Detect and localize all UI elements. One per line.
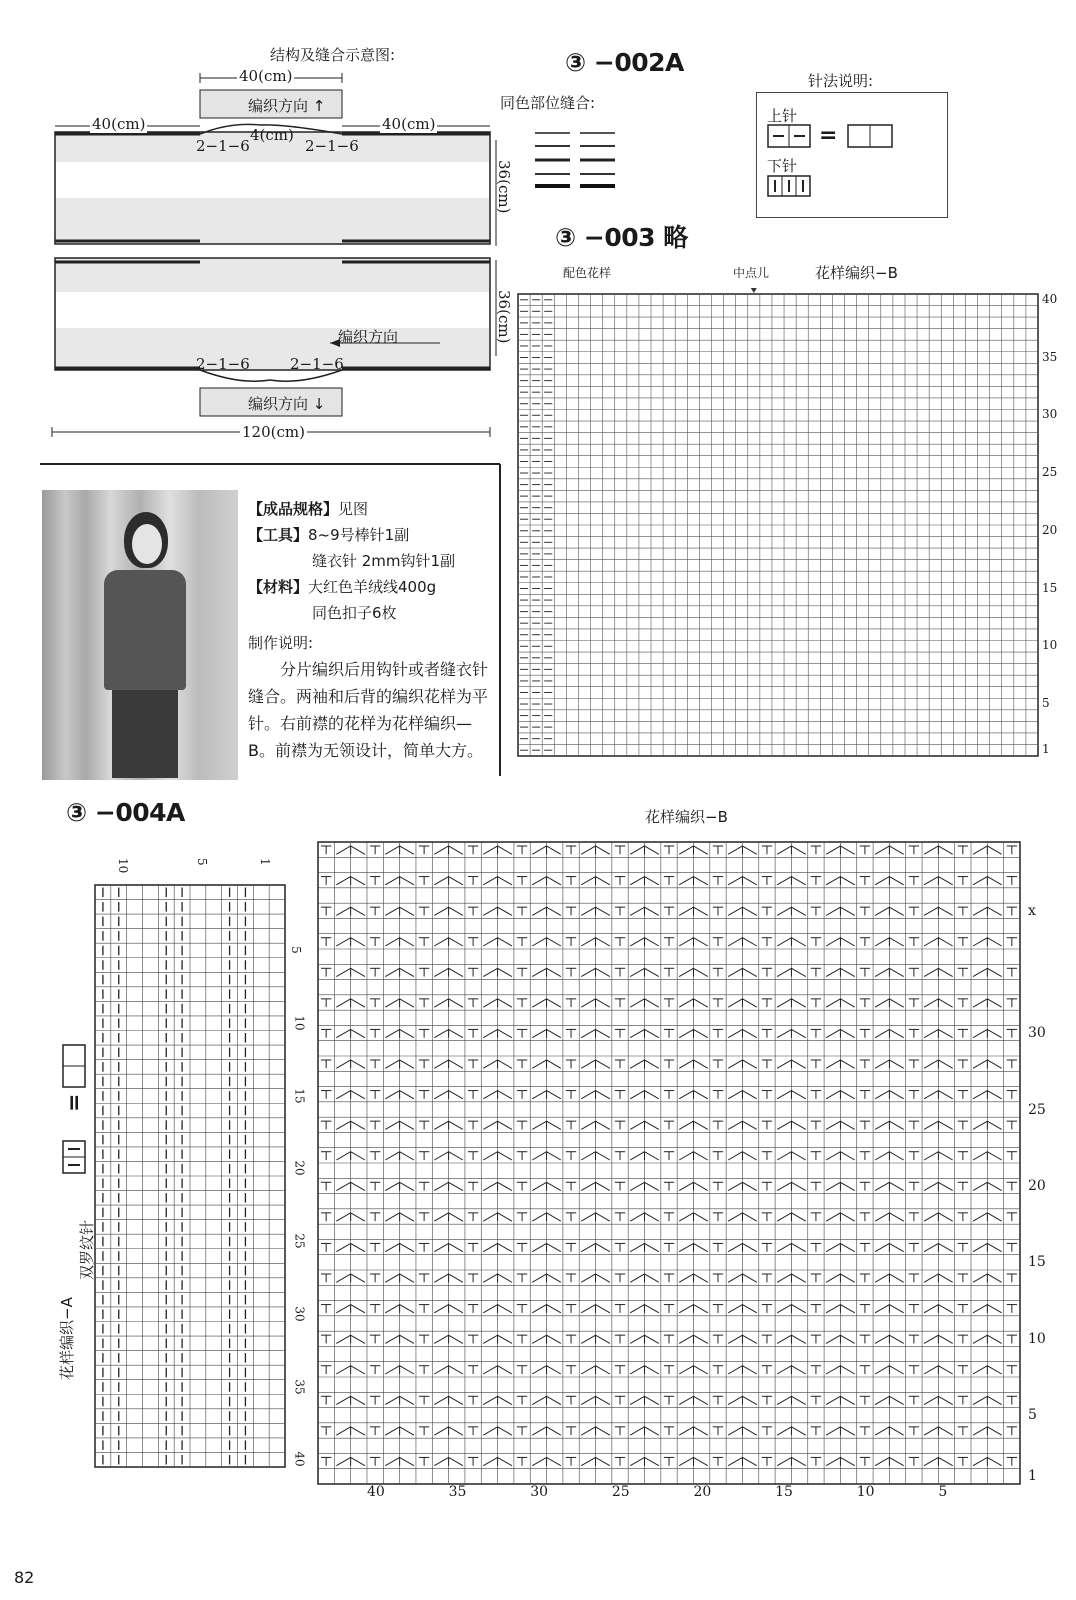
info-block [248,496,496,764]
chart-b-large-row-label: 30 [1028,1025,1046,1042]
tool-key: 【工具】 [248,526,309,544]
photo-cardigan [104,570,186,690]
chart-b-small-row-label: 10 [1042,638,1058,653]
dim-40-left: 40(cm) [92,115,146,133]
chart-b-small-center-label: 中点儿 [733,266,770,280]
chart-b-large-row-label: x [1028,902,1036,919]
empty-cell-icon [847,124,893,148]
chart-a-col-label: 1 [258,858,273,866]
chart-b-large-col-label: 25 [611,1484,630,1500]
spec-key: 【成品规格】 [248,500,339,518]
section-003-code: ③ −003 略 [555,223,688,252]
decrease-tr: 2−1−6 [305,137,359,155]
structure-title: 结构及缝合示意图: [270,46,396,64]
knit-direction-down: 编织方向 ↓ [248,395,326,413]
chart-b-small-grid [518,294,1038,756]
chart-b-large-grid [318,842,1020,1484]
material-val-1: 大红色羊绒线400g [308,578,437,596]
chart-b-large-col-label: 20 [693,1484,712,1500]
page-number: 82 [14,1568,35,1587]
tool-val-1: 8~9号棒针1副 [308,526,410,544]
chart-b-small-row-label: 25 [1042,465,1058,480]
chart-b-small-row-label: 5 [1042,696,1050,711]
arrow-down-icon: ↓ [312,395,326,413]
chart-a-row-label: 5 [288,946,303,955]
legend-title: 针法说明: [808,72,874,90]
section-004a-code: ③ −004A [66,798,185,827]
instructions-title: 制作说明: [248,634,314,652]
dim-4: 4(cm) [250,126,294,144]
chart-b-large-col-label: 15 [775,1484,793,1500]
knit-direction-up: 编织方向 ↑ [248,97,326,115]
chart-b-large-row-label: 15 [1028,1254,1046,1271]
chart-b-small-row-label: 20 [1042,522,1058,537]
chart-a-row-label: 40 [292,1451,307,1468]
photo-jeans [112,690,178,778]
same-color-seam-label: 同色部位缝合: [500,94,596,112]
chart-a-subtitle: 双罗纹针 [78,1219,96,1280]
legend-equals: = [819,123,838,148]
seam-legend-lines [530,128,620,198]
chart-a-row-label: 10 [292,1015,307,1031]
chart-b-large-row-label: 10 [1028,1330,1046,1347]
dim-120: 120(cm) [242,423,305,441]
purl-label: 下针 [767,157,798,175]
instructions-body: 分片编织后用钩针或者缝衣针缝合。两袖和后背的编织花样为平针。右前襟的花样为花样编织—B。前襟为无领设计，简单大方。 [248,660,489,760]
chart-b-large-row-label: 25 [1028,1101,1046,1118]
chart-a-row-label: 15 [292,1088,307,1104]
chart-b-small-row-label: 1 [1042,742,1050,757]
chart-a-legend-equals: = [62,1093,87,1112]
purl-symbol-icon [767,175,811,197]
dim-40-right: 40(cm) [382,115,436,133]
chart-a-row-label: 35 [292,1379,307,1395]
spec-val: 见图 [338,500,369,518]
chart-b-small-color-label: 配色花样 [563,266,612,280]
material-val-2: 同色扣子6枚 [312,604,397,622]
chart-b-large-row-label: 1 [1028,1468,1037,1485]
chart-b-large-col-label: 10 [856,1484,875,1500]
chart-b-large-row-label: 20 [1028,1177,1046,1194]
arrow-up-icon: ↑ [312,97,326,115]
chart-b-large-col-label: 40 [366,1484,385,1500]
model-photo [42,490,238,780]
chart-a-row-label: 25 [292,1233,307,1249]
chart-a-row-label: 20 [292,1160,307,1177]
chart-a-col-label: 5 [194,858,209,866]
dim-36-top: 36(cm) [495,160,513,214]
chart-b-small-row-label: 40 [1042,291,1058,306]
chart-a-legend-empty-icon [62,1044,86,1088]
tool-val-2: 缝衣针 2mm钩针1副 [312,552,456,570]
chart-b-small-row-label: 35 [1042,349,1058,364]
chart-b-large-row-label: 5 [1028,1407,1037,1424]
chart-a-title: 花样编织−A [58,1297,76,1380]
chart-b-small-title: 花样编织−B [815,264,898,282]
chart-b-small-row-label: 30 [1042,407,1058,422]
chart-a-col-label: 10 [115,858,130,874]
decrease-tl: 2−1−6 [196,137,250,155]
decrease-bl: 2−1−6 [196,355,250,373]
dim-36-bottom: 36(cm) [495,290,513,344]
legend-box [756,92,948,218]
chart-b-large-col-label: 5 [938,1484,948,1500]
dim-40-top: 40(cm) [239,67,293,85]
knit-label: 上针 [767,107,798,125]
decrease-br: 2−1−6 [290,355,344,373]
section-002a-code: ③ −002A [565,48,684,77]
chart-a-legend-purl-icon [62,1140,86,1174]
knit-direction-mid: 编织方向 [338,328,399,346]
chart-b-large-col-label: 30 [530,1484,549,1500]
chart-b-large-title: 花样编织−B [645,808,728,826]
chart-a-row-label: 30 [292,1306,307,1322]
chart-b-small-row-label: 15 [1042,580,1058,595]
photo-face [132,524,162,564]
chart-a-grid [95,885,285,1467]
chart-b-large-col-label: 35 [448,1484,467,1500]
knit-symbol-icon [767,124,811,148]
material-key: 【材料】 [248,578,309,596]
